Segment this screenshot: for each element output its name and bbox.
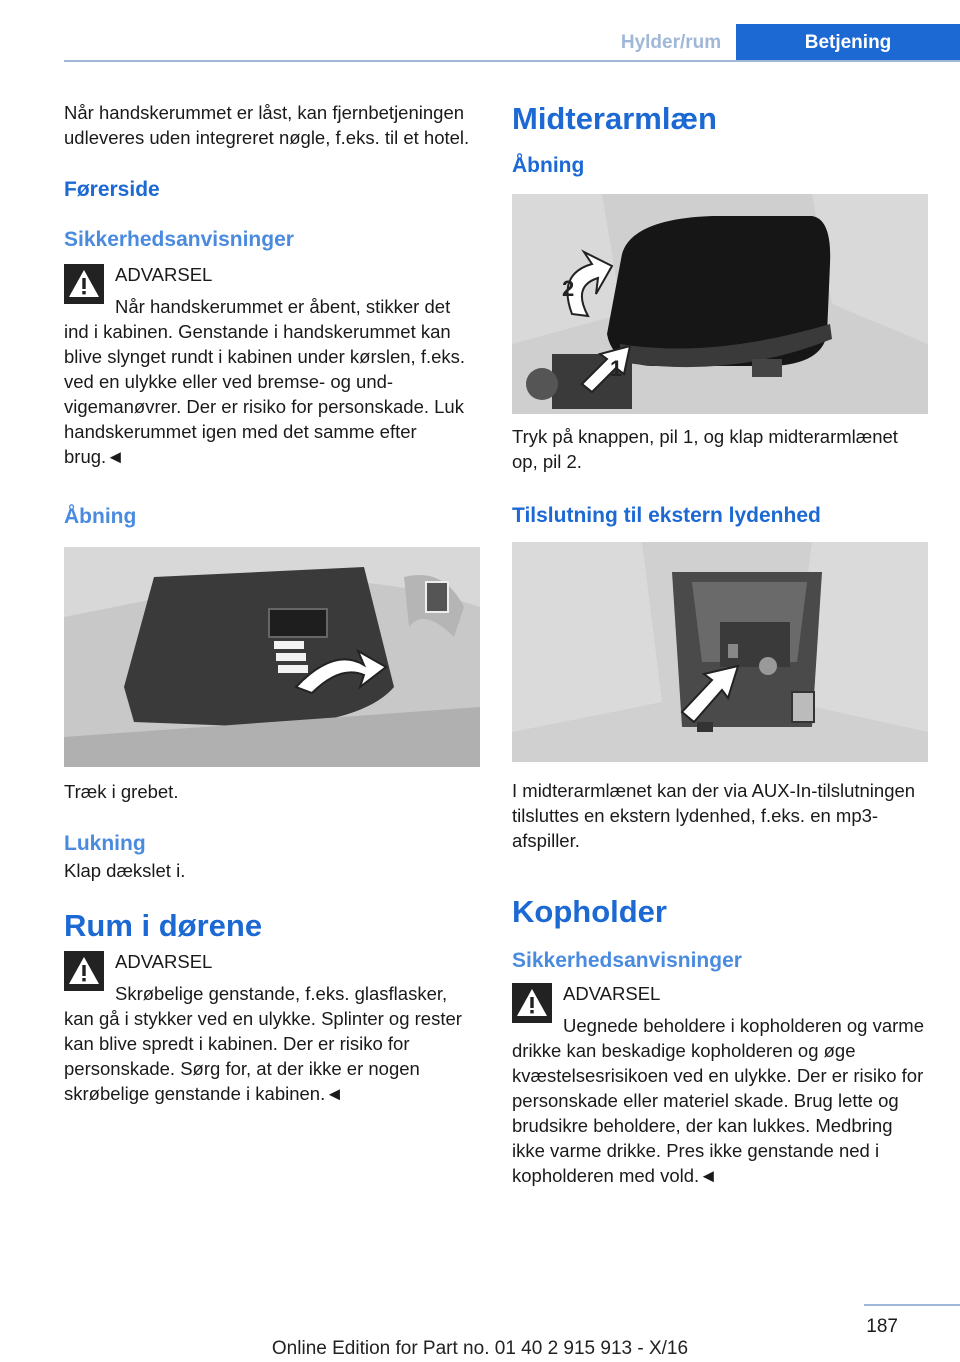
warning-block bbox=[64, 262, 480, 469]
intro-paragraph: Når handskerummet er låst, kan fjernbetjeningen udleveres uden integreret nøgle, f.eks. til et hotel. bbox=[64, 102, 470, 148]
heading-safety: Sikkerhedsanvisninger bbox=[64, 228, 294, 251]
heading-closing: Lukning bbox=[64, 832, 146, 855]
armrest-illustration bbox=[512, 194, 928, 414]
warning-text: Skrøbelige genstande, f.eks. glasflasker, kan gå i stykker ved en ulykke. Splinter og rester kan blive spredt i kabinen. Der er risiko for personskade. Sørg for, at der ikke er nogen skrøbelige genstande i kabinen.◄ bbox=[64, 983, 462, 1104]
right-column bbox=[512, 100, 928, 1188]
warning-title: ADVARSEL bbox=[115, 951, 213, 972]
arrow-label-2: 2 bbox=[562, 276, 575, 301]
page-number: 187 bbox=[866, 1316, 898, 1337]
heading-opening: Åbning bbox=[64, 505, 137, 528]
heading-door-compartments: Rum i dørene bbox=[64, 908, 263, 943]
warning-block bbox=[512, 981, 928, 1188]
heading-opening: Åbning bbox=[512, 154, 585, 177]
section-tab: Hylder/rum bbox=[606, 24, 736, 62]
chapter-tab: Betjening bbox=[736, 24, 960, 62]
footer-rule bbox=[864, 1304, 960, 1306]
edition-footer: Online Edition for Part no. 01 40 2 915 913 - X/16 bbox=[271, 1338, 689, 1359]
warning-title: ADVARSEL bbox=[563, 983, 661, 1004]
header-rule bbox=[64, 60, 960, 62]
caption-armrest: Tryk på knappen, pil 1, og klap midterarmlænet op, pil 2. bbox=[512, 426, 898, 472]
text-closing: Klap dækslet i. bbox=[64, 860, 186, 881]
heading-driver-side: Førerside bbox=[64, 178, 160, 201]
glovebox-illustration bbox=[64, 547, 480, 767]
warning-text: Uegnede beholdere i kopholderen og varme drikke kan beskadige kopholderen og øge kvæstelsesrisikoen ved en ulykke. Der er risiko for personskade eller materiel skade. Brug lette og brudsikre beholdere, der kan lukkes. Medbring ikke varme drikke. Pres ikke genstande ned i kopholderen med vold.◄ bbox=[512, 1015, 925, 1186]
warning-triangle-icon bbox=[512, 983, 552, 1023]
left-column bbox=[64, 100, 480, 1106]
warning-triangle-icon bbox=[64, 264, 104, 304]
header-tabs bbox=[606, 24, 960, 62]
heading-center-armrest: Midterarmlæn bbox=[512, 101, 717, 136]
arrow-label-1: 1 bbox=[610, 356, 623, 381]
aux-illustration bbox=[512, 542, 928, 762]
warning-text: Når handskerummet er åbent, stikker det ind i kabinen. Genstande i handskerummet kan blive slynget rundt i kabinen under kørslen, f.eks. ved en ulykke eller ved bremse- og undvigemanøvrer. Der er risiko for personskade. Luk handskerummet igen med det samme efter brug.◄ bbox=[64, 296, 466, 467]
caption-aux: I midterarmlænet kan der via AUX-In-tilslutningen tilsluttes en ekstern lydenhed, f.eks. en mp3-afspiller. bbox=[512, 780, 916, 851]
warning-title: ADVARSEL bbox=[115, 264, 213, 285]
warning-triangle-icon bbox=[64, 951, 104, 991]
heading-cupholder: Kopholder bbox=[512, 894, 667, 929]
warning-block bbox=[64, 949, 480, 1106]
heading-safety: Sikkerhedsanvisninger bbox=[512, 949, 742, 972]
caption-opening: Træk i grebet. bbox=[64, 781, 179, 802]
heading-external-audio: Tilslutning til ekstern lydenhed bbox=[512, 504, 821, 527]
